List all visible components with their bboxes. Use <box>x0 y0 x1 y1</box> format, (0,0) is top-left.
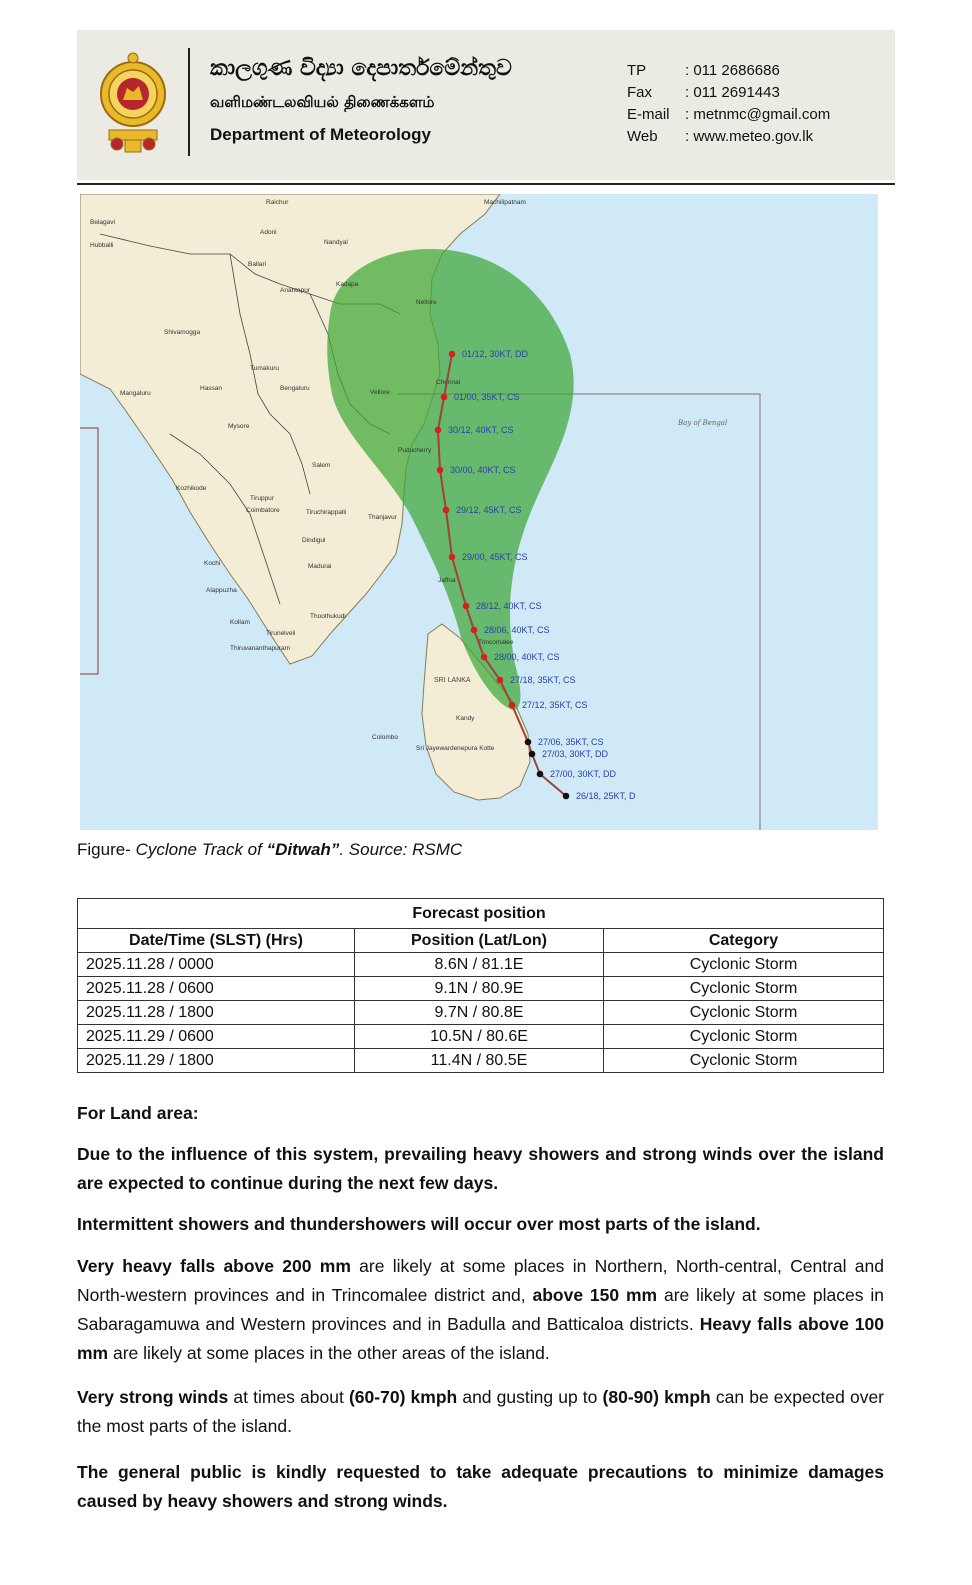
cell-category: Cyclonic Storm <box>604 977 884 1001</box>
contact-value[interactable]: : www.meteo.gov.lk <box>685 128 814 145</box>
table-caption-spacer <box>604 899 884 929</box>
paragraph-influence-text: Due to the influence of this system, prevailing heavy showers and strong winds over the island are expected to continue during the next few days. <box>77 1144 884 1193</box>
city-label: Thiruvananthapuram <box>230 645 290 652</box>
city-label: Nandyal <box>324 239 348 246</box>
cell-datetime: 2025.11.28 / 1800 <box>78 1001 355 1025</box>
rainfall-bold-2: above 150 mm <box>532 1285 658 1305</box>
city-label: Colombo <box>372 734 399 741</box>
city-label: Thanjavur <box>368 514 397 521</box>
track-point-label: 28/12, 40KT, CS <box>476 601 542 611</box>
contact-label: Web <box>627 128 658 145</box>
city-label: Hubballi <box>90 242 114 249</box>
city-label: Coimbatore <box>246 507 280 514</box>
track-point-label: 27/03, 30KT, DD <box>542 749 609 759</box>
city-label: Belagavi <box>90 219 115 226</box>
column-header-datetime: Date/Time (SLST) (Hrs) <box>78 929 355 953</box>
contact-value[interactable]: : metnmc@gmail.com <box>685 106 831 123</box>
track-point-label: 27/06, 35KT, CS <box>538 737 604 747</box>
city-label: Trincomalee <box>478 639 514 646</box>
paragraph-rainfall <box>77 1252 884 1368</box>
department-name-sinhala: කාලගුණ විද්‍යා දෙපාර්තමේන්තුව <box>210 56 512 81</box>
track-point-marker <box>509 702 516 709</box>
contact-row-web <box>627 126 830 148</box>
table-row <box>78 953 884 977</box>
cyclone-track-map <box>80 194 878 830</box>
city-label: Kozhikode <box>176 485 207 492</box>
city-label: Jaffna <box>438 577 456 584</box>
city-label: Dindigul <box>302 537 326 544</box>
track-point-label: 30/00, 40KT, CS <box>450 465 516 475</box>
city-label: Tirunelveli <box>266 630 296 637</box>
land-area-heading: For Land area: <box>77 1103 199 1123</box>
cell-position: 9.7N / 80.8E <box>355 1001 604 1025</box>
city-label: Mangaluru <box>120 390 151 397</box>
track-point-label: 27/00, 30KT, DD <box>550 769 617 779</box>
city-label: Raichur <box>266 199 289 206</box>
caption-storm-name: “Ditwah” <box>266 840 340 859</box>
contact-label: Fax <box>627 84 653 101</box>
track-point-label: 29/00, 45KT, CS <box>462 552 528 562</box>
track-point-label: 28/06, 40KT, CS <box>484 625 550 635</box>
paragraph-winds <box>77 1383 884 1441</box>
emblem-icon <box>99 50 167 154</box>
paragraph-precautions-text: The general public is kindly requested to take adequate precautions to minimize damages caused by heavy showers and strong winds. <box>77 1462 884 1511</box>
track-point-marker <box>449 351 456 358</box>
track-point-marker <box>435 427 442 434</box>
table-row <box>78 1001 884 1025</box>
sea-label: Bay of Bengal <box>678 419 728 427</box>
city-label: Anantapur <box>280 287 310 294</box>
header-rule <box>77 183 895 185</box>
track-point-marker <box>437 467 444 474</box>
winds-bold-3: (80-90) kmph <box>602 1387 711 1407</box>
contact-row-tp <box>627 60 830 82</box>
track-point-label: 01/00, 35KT, CS <box>454 392 520 402</box>
contact-value: : 011 2691443 <box>685 84 780 101</box>
track-point-marker <box>537 771 544 778</box>
track-point-marker <box>441 394 448 401</box>
cell-datetime: 2025.11.28 / 0600 <box>78 977 355 1001</box>
track-point-marker <box>525 739 532 746</box>
cell-position: 11.4N / 80.5E <box>355 1049 604 1073</box>
city-label: Mysore <box>228 423 250 430</box>
city-label: Thoothukudi <box>310 613 346 620</box>
column-header-position: Position (Lat/Lon) <box>355 929 604 953</box>
cell-category: Cyclonic Storm <box>604 953 884 977</box>
city-label: Tumakuru <box>250 365 280 372</box>
city-label: Shivamogga <box>164 329 201 336</box>
city-label: Kadapa <box>336 281 359 288</box>
column-header-category: Category <box>604 929 884 953</box>
contact-row-email <box>627 104 830 126</box>
cell-datetime: 2025.11.29 / 0600 <box>78 1025 355 1049</box>
caption-italic-b: . Source: RSMC <box>339 840 463 859</box>
city-label: Sri Jayewardenepura Kotte <box>416 745 495 752</box>
rainfall-text-1: are likely at some places in Northern, North-central, Central and North-western provinces and in Trincomalee district and, <box>77 1256 884 1305</box>
city-label: Vellore <box>370 389 390 396</box>
track-point-label: 30/12, 40KT, CS <box>448 425 514 435</box>
track-point-label: 27/12, 35KT, CS <box>522 700 588 710</box>
city-label: Tiruchirappalli <box>306 509 347 516</box>
city-label: Adoni <box>260 229 277 236</box>
track-point-marker <box>497 677 504 684</box>
city-label: Alappuzha <box>206 587 237 594</box>
cell-position: 8.6N / 81.1E <box>355 953 604 977</box>
table-row <box>78 1025 884 1049</box>
cell-position: 10.5N / 80.6E <box>355 1025 604 1049</box>
letterhead-divider <box>188 48 190 156</box>
rainfall-bold-3: Heavy falls above 100 mm <box>77 1314 884 1363</box>
table-row <box>78 977 884 1001</box>
track-point-label: 28/00, 40KT, CS <box>494 652 560 662</box>
contact-block <box>627 60 830 148</box>
track-point-marker <box>529 751 536 758</box>
winds-bold-2: (60-70) kmph <box>348 1387 458 1407</box>
paragraph-showers <box>77 1210 884 1239</box>
department-name-english: Department of Meteorology <box>210 125 432 144</box>
table-row <box>78 1049 884 1073</box>
cell-category: Cyclonic Storm <box>604 1025 884 1049</box>
contact-label: E-mail <box>627 106 670 123</box>
city-label: Kandy <box>456 715 475 722</box>
city-label: Hassan <box>200 385 223 392</box>
land-area-heading-block <box>77 1099 884 1128</box>
city-label: Puducherry <box>398 447 432 454</box>
paragraph-influence <box>77 1140 884 1198</box>
table-header-row <box>78 929 884 953</box>
department-names <box>210 56 512 145</box>
track-point-marker <box>563 793 570 800</box>
contact-row-fax <box>627 82 830 104</box>
letterhead <box>77 30 895 180</box>
forecast-table <box>77 898 884 1073</box>
contact-label: TP <box>627 62 647 79</box>
rainfall-text-2: are likely at some places in Sabaragamuwa and Western provinces and in Badulla and Batticaloa districts. <box>77 1285 884 1334</box>
table-caption: Forecast position <box>355 899 604 929</box>
city-label: Ballari <box>248 261 267 268</box>
country-label: SRI LANKA <box>434 677 471 684</box>
paragraph-precautions <box>77 1458 884 1516</box>
city-label: Chennai <box>436 379 461 386</box>
rainfall-text-3: are likely at some places in the other areas of the island. <box>108 1343 550 1363</box>
caption-italic-a: Cyclone Track of <box>135 840 267 859</box>
track-point-marker <box>443 507 450 514</box>
city-label: Tiruppur <box>250 495 274 502</box>
department-name-tamil: வளிமண்டலவியல் திணைக்களம் <box>210 93 435 111</box>
paragraph-showers-text: Intermittent showers and thundershowers will occur over most parts of the island. <box>77 1214 761 1234</box>
rainfall-bold-1: Very heavy falls above 200 mm <box>77 1256 351 1276</box>
track-point-label: 26/18, 25KT, D <box>576 791 636 801</box>
table-caption-spacer <box>78 899 355 929</box>
track-point-label: 29/12, 45KT, CS <box>456 505 522 515</box>
cell-position: 9.1N / 80.9E <box>355 977 604 1001</box>
city-label: Madurai <box>308 563 332 570</box>
city-label: Nellore <box>416 299 437 306</box>
cell-category: Cyclonic Storm <box>604 1001 884 1025</box>
cell-datetime: 2025.11.29 / 1800 <box>78 1049 355 1073</box>
city-label: Machilipatnam <box>484 199 526 206</box>
cell-datetime: 2025.11.28 / 0000 <box>78 953 355 977</box>
track-point-marker <box>463 603 470 610</box>
city-label: Salem <box>312 462 331 469</box>
track-point-marker <box>471 627 478 634</box>
winds-text-3: can be expected over the most parts of the island. <box>77 1387 885 1436</box>
figure-caption <box>77 840 462 860</box>
winds-text-1: at times about <box>228 1387 349 1407</box>
track-point-label: 01/12, 30KT, DD <box>462 349 529 359</box>
track-point-marker <box>481 654 488 661</box>
table-caption-row <box>78 899 884 929</box>
track-point-label: 27/18, 35KT, CS <box>510 675 576 685</box>
map-canvas <box>80 194 878 830</box>
track-point-marker <box>449 554 456 561</box>
city-label: Kollam <box>230 619 250 626</box>
city-label: Bengaluru <box>280 385 310 392</box>
caption-prefix: Figure- <box>77 840 136 859</box>
winds-bold-1: Very strong winds <box>77 1387 229 1407</box>
winds-text-2: and gusting up to <box>457 1387 603 1407</box>
contact-value: : 011 2686686 <box>685 62 780 79</box>
cell-category: Cyclonic Storm <box>604 1049 884 1073</box>
city-label: Kochi <box>204 560 221 567</box>
